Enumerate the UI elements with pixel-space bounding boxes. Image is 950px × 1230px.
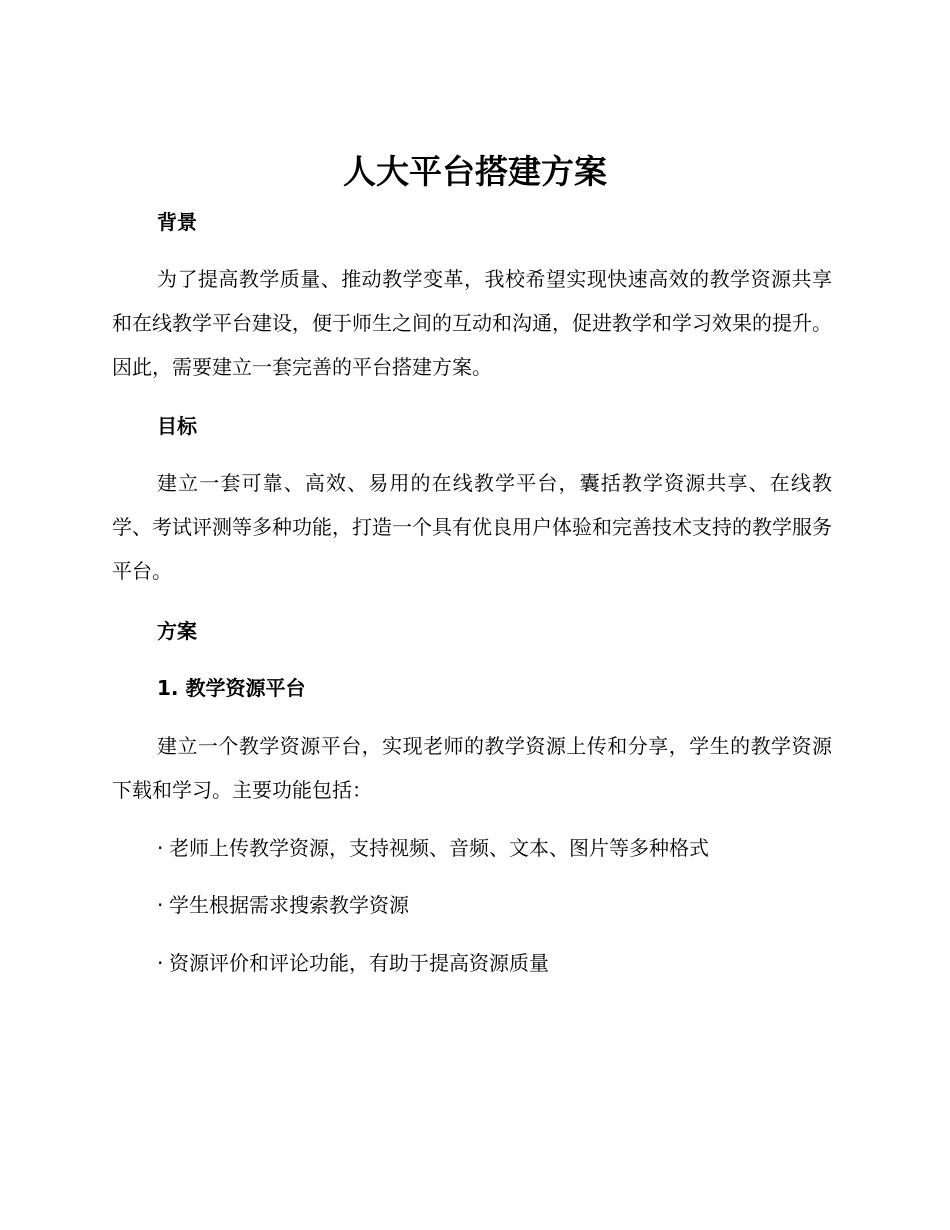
- heading-background: 背景: [157, 210, 197, 234]
- bullet-item: [157, 833, 709, 863]
- bullet-item: [157, 890, 409, 920]
- paragraph-resource-platform: 建立一个教学资源平台，实现老师的教学资源上传和分享，学生的教学资源下载和学习。主要功能包括：: [112, 734, 832, 802]
- bullet-dot: ·: [157, 836, 164, 860]
- bullet-dot: ·: [157, 951, 164, 975]
- heading-plan: 方案: [157, 619, 197, 643]
- document-title: 人大平台搭建方案: [343, 152, 607, 191]
- heading-goal: 目标: [157, 414, 197, 438]
- bullet-text: 资源评价和评论功能，有助于提高资源质量: [169, 951, 549, 975]
- paragraph-goal: 建立一套可靠、高效、易用的在线教学平台，囊括教学资源共享、在线教学、考试评测等多种功能，打造一个具有优良用户体验和完善技术支持的教学服务平台。: [112, 471, 832, 583]
- bullet-dot: ·: [157, 893, 164, 917]
- bullet-text: 学生根据需求搜索教学资源: [169, 893, 409, 917]
- bullet-text: 老师上传教学资源，支持视频、音频、文本、图片等多种格式: [169, 836, 709, 860]
- bullet-item: [157, 948, 549, 978]
- paragraph-background: 为了提高教学质量、推动教学变革，我校希望实现快速高效的教学资源共享和在线教学平台建设，便于师生之间的互动和沟通，促进教学和学习效果的提升。因此，需要建立一套完善的平台搭建方案。: [112, 267, 832, 379]
- heading-resource-platform: 1. 教学资源平台: [157, 676, 306, 700]
